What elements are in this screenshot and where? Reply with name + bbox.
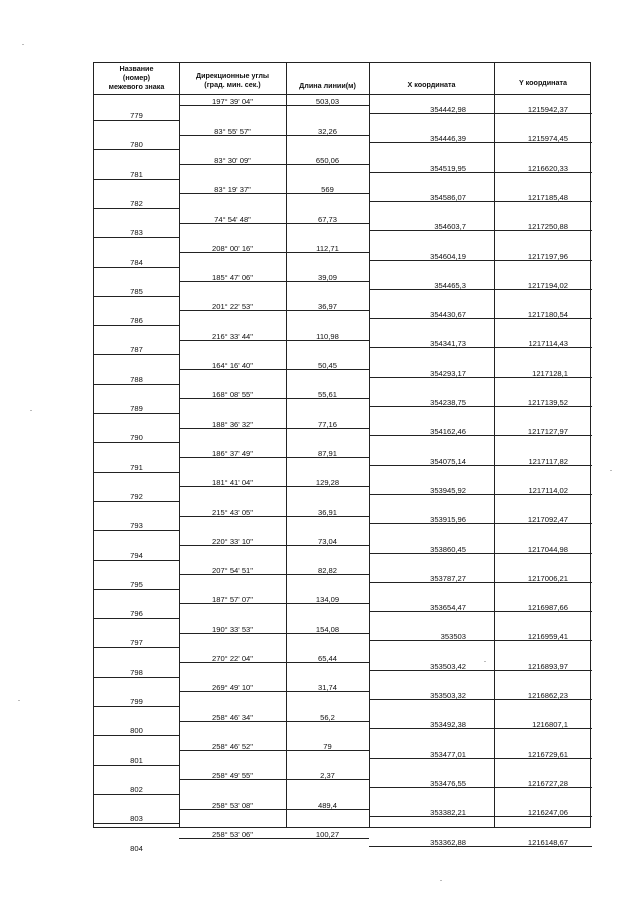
- line-length: 100,27: [315, 829, 340, 839]
- row-divider: [369, 142, 592, 143]
- column-divider: [494, 63, 495, 827]
- direction-angle: 186° 37' 49": [212, 448, 253, 458]
- x-coordinate: 354603,7: [434, 222, 466, 232]
- y-coordinate: 1217127,97: [527, 427, 568, 437]
- x-coordinate: 353503: [440, 632, 466, 642]
- row-divider: [369, 640, 592, 641]
- line-length: 82,82: [317, 566, 337, 576]
- y-coordinate: 1215974,45: [527, 134, 568, 144]
- row-divider: [369, 201, 592, 202]
- line-length: 32,26: [317, 126, 337, 136]
- line-length: 67,73: [317, 214, 337, 224]
- row-divider: [94, 179, 179, 180]
- mark-name: 783: [130, 228, 143, 238]
- row-divider: [94, 208, 179, 209]
- y-coordinate: 1216893,97: [527, 661, 568, 671]
- y-coordinate: 1216959,41: [527, 632, 568, 642]
- y-coordinate: 1217128,1: [532, 368, 568, 378]
- x-coordinate: 353860,45: [430, 544, 466, 554]
- coordinates-table: [93, 62, 591, 853]
- row-divider: [369, 846, 592, 847]
- row-divider: [94, 823, 179, 824]
- header-divider: [94, 94, 590, 95]
- row-divider: [369, 465, 592, 466]
- row-divider: [94, 472, 179, 473]
- y-coordinate: 1216807,1: [532, 720, 568, 730]
- y-coordinate: 1217139,52: [527, 398, 568, 407]
- row-divider: [94, 296, 179, 297]
- y-coordinate: 1216727,28: [527, 778, 568, 788]
- row-divider: [94, 677, 179, 678]
- y-coordinate: 1217114,02: [528, 485, 568, 495]
- row-divider: [94, 589, 179, 590]
- mark-name: 798: [130, 667, 143, 677]
- header-angles-line: Дирекционные углы: [195, 71, 270, 80]
- y-coordinate: 1217185,48: [527, 192, 568, 202]
- header-x: X координата: [407, 80, 456, 89]
- scan-speck: [440, 880, 442, 881]
- mark-name: 780: [130, 140, 143, 150]
- row-divider: [94, 794, 179, 795]
- row-divider: [369, 699, 592, 700]
- line-length: 154,08: [315, 624, 340, 634]
- line-length: 39,09: [317, 273, 337, 283]
- row-divider: [94, 325, 179, 326]
- mark-name: 800: [130, 726, 143, 736]
- line-length: 31,74: [317, 683, 337, 693]
- row-divider: [94, 706, 179, 707]
- row-divider: [94, 618, 179, 619]
- row-divider: [369, 728, 592, 729]
- x-coordinate: 354162,46: [430, 427, 466, 437]
- x-coordinate: 353382,21: [430, 808, 466, 818]
- mark-name: 784: [130, 257, 143, 267]
- direction-angle: 258° 46' 34": [212, 712, 253, 722]
- row-divider: [369, 172, 592, 173]
- y-coordinate: 1216620,33: [527, 163, 568, 173]
- x-coordinate: 354430,67: [430, 310, 466, 320]
- y-coordinate: 1217044,98: [527, 544, 568, 554]
- x-coordinate: 353915,96: [430, 515, 466, 525]
- mark-name: 797: [130, 638, 143, 648]
- scan-speck: [484, 661, 486, 662]
- header-name-line: межевого знака: [108, 82, 165, 91]
- row-divider: [94, 120, 179, 121]
- direction-angle: 83° 55' 57": [214, 126, 251, 136]
- mark-name: 785: [130, 286, 143, 296]
- row-divider: [369, 523, 592, 524]
- mark-name: 791: [130, 462, 143, 472]
- mark-name: 793: [130, 521, 143, 531]
- mark-name: 802: [130, 784, 143, 794]
- direction-angle: 185° 47' 06": [212, 273, 253, 283]
- row-divider: [369, 816, 592, 817]
- x-coordinate: 354519,95: [430, 163, 466, 173]
- direction-angle: 258° 53' 08": [212, 800, 253, 810]
- x-coordinate: 353476,55: [430, 778, 466, 788]
- x-coordinate: 353477,01: [430, 749, 466, 759]
- direction-angle: 270° 22' 04": [212, 654, 253, 664]
- direction-angle: 188° 36' 32": [212, 419, 253, 429]
- row-divider: [369, 347, 592, 348]
- row-divider: [94, 647, 179, 648]
- mark-name: 792: [130, 491, 143, 501]
- x-coordinate: 354604,19: [430, 251, 466, 261]
- row-divider: [369, 260, 592, 261]
- line-length: 55,61: [317, 390, 337, 400]
- row-divider: [369, 289, 592, 290]
- direction-angle: 190° 33' 53": [212, 624, 253, 634]
- row-divider: [369, 230, 592, 231]
- row-divider: [369, 553, 592, 554]
- scan-speck: [18, 700, 20, 701]
- mark-name: 789: [130, 404, 143, 413]
- mark-name: 787: [130, 345, 143, 355]
- row-divider: [369, 670, 592, 671]
- row-divider: [94, 765, 179, 766]
- mark-name: 786: [130, 316, 143, 326]
- y-coordinate: 1216148,67: [527, 837, 568, 847]
- direction-angle: 74° 54' 48": [214, 214, 251, 224]
- row-divider: [94, 501, 179, 502]
- header-angles-line: (град. мин. сек.): [204, 80, 261, 89]
- mark-name: 796: [130, 609, 143, 619]
- row-divider: [94, 384, 179, 385]
- row-divider: [369, 611, 592, 612]
- line-length: 650,06: [315, 155, 340, 165]
- direction-angle: 168° 08' 55": [212, 390, 253, 400]
- header-name-line: (номер): [122, 73, 151, 82]
- row-divider: [94, 530, 179, 531]
- x-coordinate: 354238,75: [430, 398, 466, 407]
- direction-angle: 258° 46' 52": [212, 741, 253, 751]
- row-divider: [369, 377, 592, 378]
- row-divider: [369, 787, 592, 788]
- line-length: 50,45: [317, 361, 337, 371]
- y-coordinate: 1217250,88: [527, 222, 568, 232]
- y-coordinate: 1215942,37: [527, 105, 568, 114]
- line-length: 36,91: [317, 507, 337, 517]
- x-coordinate: 353503,32: [430, 691, 466, 700]
- y-coordinate: 1217180,54: [527, 310, 568, 320]
- direction-angle: 220° 33' 10": [212, 536, 253, 546]
- direction-angle: 187° 57' 07": [212, 595, 253, 605]
- row-divider: [94, 735, 179, 736]
- x-coordinate: 353787,27: [430, 573, 466, 583]
- x-coordinate: 353362,88: [430, 837, 466, 847]
- mark-name: 790: [130, 433, 143, 443]
- header-name-line: Название: [119, 64, 154, 73]
- direction-angle: 207° 54' 51": [212, 566, 253, 576]
- direction-angle: 216° 33' 44": [212, 331, 253, 341]
- header-y: Y координата: [519, 78, 567, 87]
- direction-angle: 164° 16' 40": [212, 361, 253, 371]
- row-divider: [94, 149, 179, 150]
- direction-angle: 83° 19' 37": [214, 185, 251, 195]
- mark-name: 803: [130, 814, 143, 824]
- line-length: 112,71: [316, 243, 339, 253]
- y-coordinate: 1216247,06: [527, 808, 568, 818]
- mark-name: 779: [130, 111, 143, 120]
- line-length: 56,2: [320, 712, 335, 722]
- x-coordinate: 353945,92: [430, 485, 466, 495]
- row-divider: [369, 318, 592, 319]
- header-length: Длина линии(м): [299, 81, 356, 90]
- row-divider: [94, 237, 179, 238]
- line-length: 110,98: [316, 331, 339, 341]
- x-coordinate: 354446,39: [430, 134, 466, 144]
- direction-angle: 197° 39' 04": [212, 97, 253, 107]
- y-coordinate: 1216987,66: [527, 603, 568, 613]
- direction-angle: 208° 00' 16": [212, 243, 253, 253]
- scan-speck: [22, 44, 24, 45]
- x-coordinate: 353503,42: [430, 661, 466, 671]
- row-divider: [369, 435, 592, 436]
- row-divider: [369, 494, 592, 495]
- line-length: 489,4: [317, 800, 337, 810]
- mark-name: 795: [130, 579, 143, 589]
- scan-speck: [30, 410, 32, 411]
- direction-angle: 181° 41' 04": [212, 478, 253, 488]
- mark-name: 801: [130, 755, 143, 765]
- column-divider: [369, 63, 370, 827]
- y-coordinate: 1216729,61: [527, 749, 568, 759]
- scan-speck: [610, 470, 612, 471]
- x-coordinate: 354586,07: [430, 192, 466, 202]
- line-length: 36,97: [317, 302, 337, 312]
- y-coordinate: 1216862,23: [527, 691, 568, 700]
- direction-angle: 215° 43' 05": [212, 507, 253, 517]
- direction-angle: 83° 30' 09": [214, 155, 251, 165]
- line-length: 87,91: [317, 448, 337, 458]
- y-coordinate: 1217114,43: [528, 339, 568, 349]
- row-divider: [94, 267, 179, 268]
- x-coordinate: 354293,17: [430, 368, 466, 378]
- row-divider: [369, 113, 592, 114]
- row-divider: [94, 442, 179, 443]
- x-coordinate: 354442,98: [430, 105, 466, 114]
- row-divider: [369, 758, 592, 759]
- row-divider: [94, 560, 179, 561]
- y-coordinate: 1217117,82: [528, 456, 568, 466]
- mark-name: 781: [130, 169, 143, 179]
- row-divider: [94, 413, 179, 414]
- header-name: [94, 64, 179, 91]
- header-angles: [179, 71, 286, 89]
- x-coordinate: 353654,47: [430, 603, 466, 613]
- x-coordinate: 354341,73: [430, 339, 466, 349]
- mark-name: 799: [130, 697, 143, 706]
- x-coordinate: 354465,3: [434, 280, 466, 290]
- line-length: 73,04: [317, 536, 337, 546]
- mark-name: 788: [130, 374, 143, 384]
- direction-angle: 201° 22' 53": [212, 302, 253, 312]
- x-coordinate: 354075,14: [430, 456, 466, 466]
- line-length: 77,16: [317, 419, 337, 429]
- x-coordinate: 353492,38: [430, 720, 466, 730]
- line-length: 2,37: [320, 771, 335, 781]
- line-length: 79: [323, 741, 332, 751]
- y-coordinate: 1217092,47: [527, 515, 568, 525]
- direction-angle: 269° 49' 10": [212, 683, 253, 693]
- line-length: 503,03: [315, 97, 340, 107]
- row-divider: [369, 406, 592, 407]
- line-length: 65,44: [317, 654, 337, 664]
- mark-name: 804: [130, 843, 143, 853]
- row-divider: [94, 354, 179, 355]
- line-length: 129,28: [315, 478, 340, 488]
- line-length: 569: [321, 185, 334, 195]
- mark-name: 794: [130, 550, 143, 560]
- row-divider: [369, 582, 592, 583]
- mark-name: 782: [130, 198, 143, 208]
- direction-angle: 258° 53' 06": [212, 829, 253, 839]
- y-coordinate: 1217194,02: [527, 280, 568, 290]
- direction-angle: 258° 49' 55": [212, 771, 253, 781]
- line-length: 134,09: [315, 595, 340, 605]
- y-coordinate: 1217197,96: [527, 251, 568, 261]
- y-coordinate: 1217006,21: [527, 573, 568, 583]
